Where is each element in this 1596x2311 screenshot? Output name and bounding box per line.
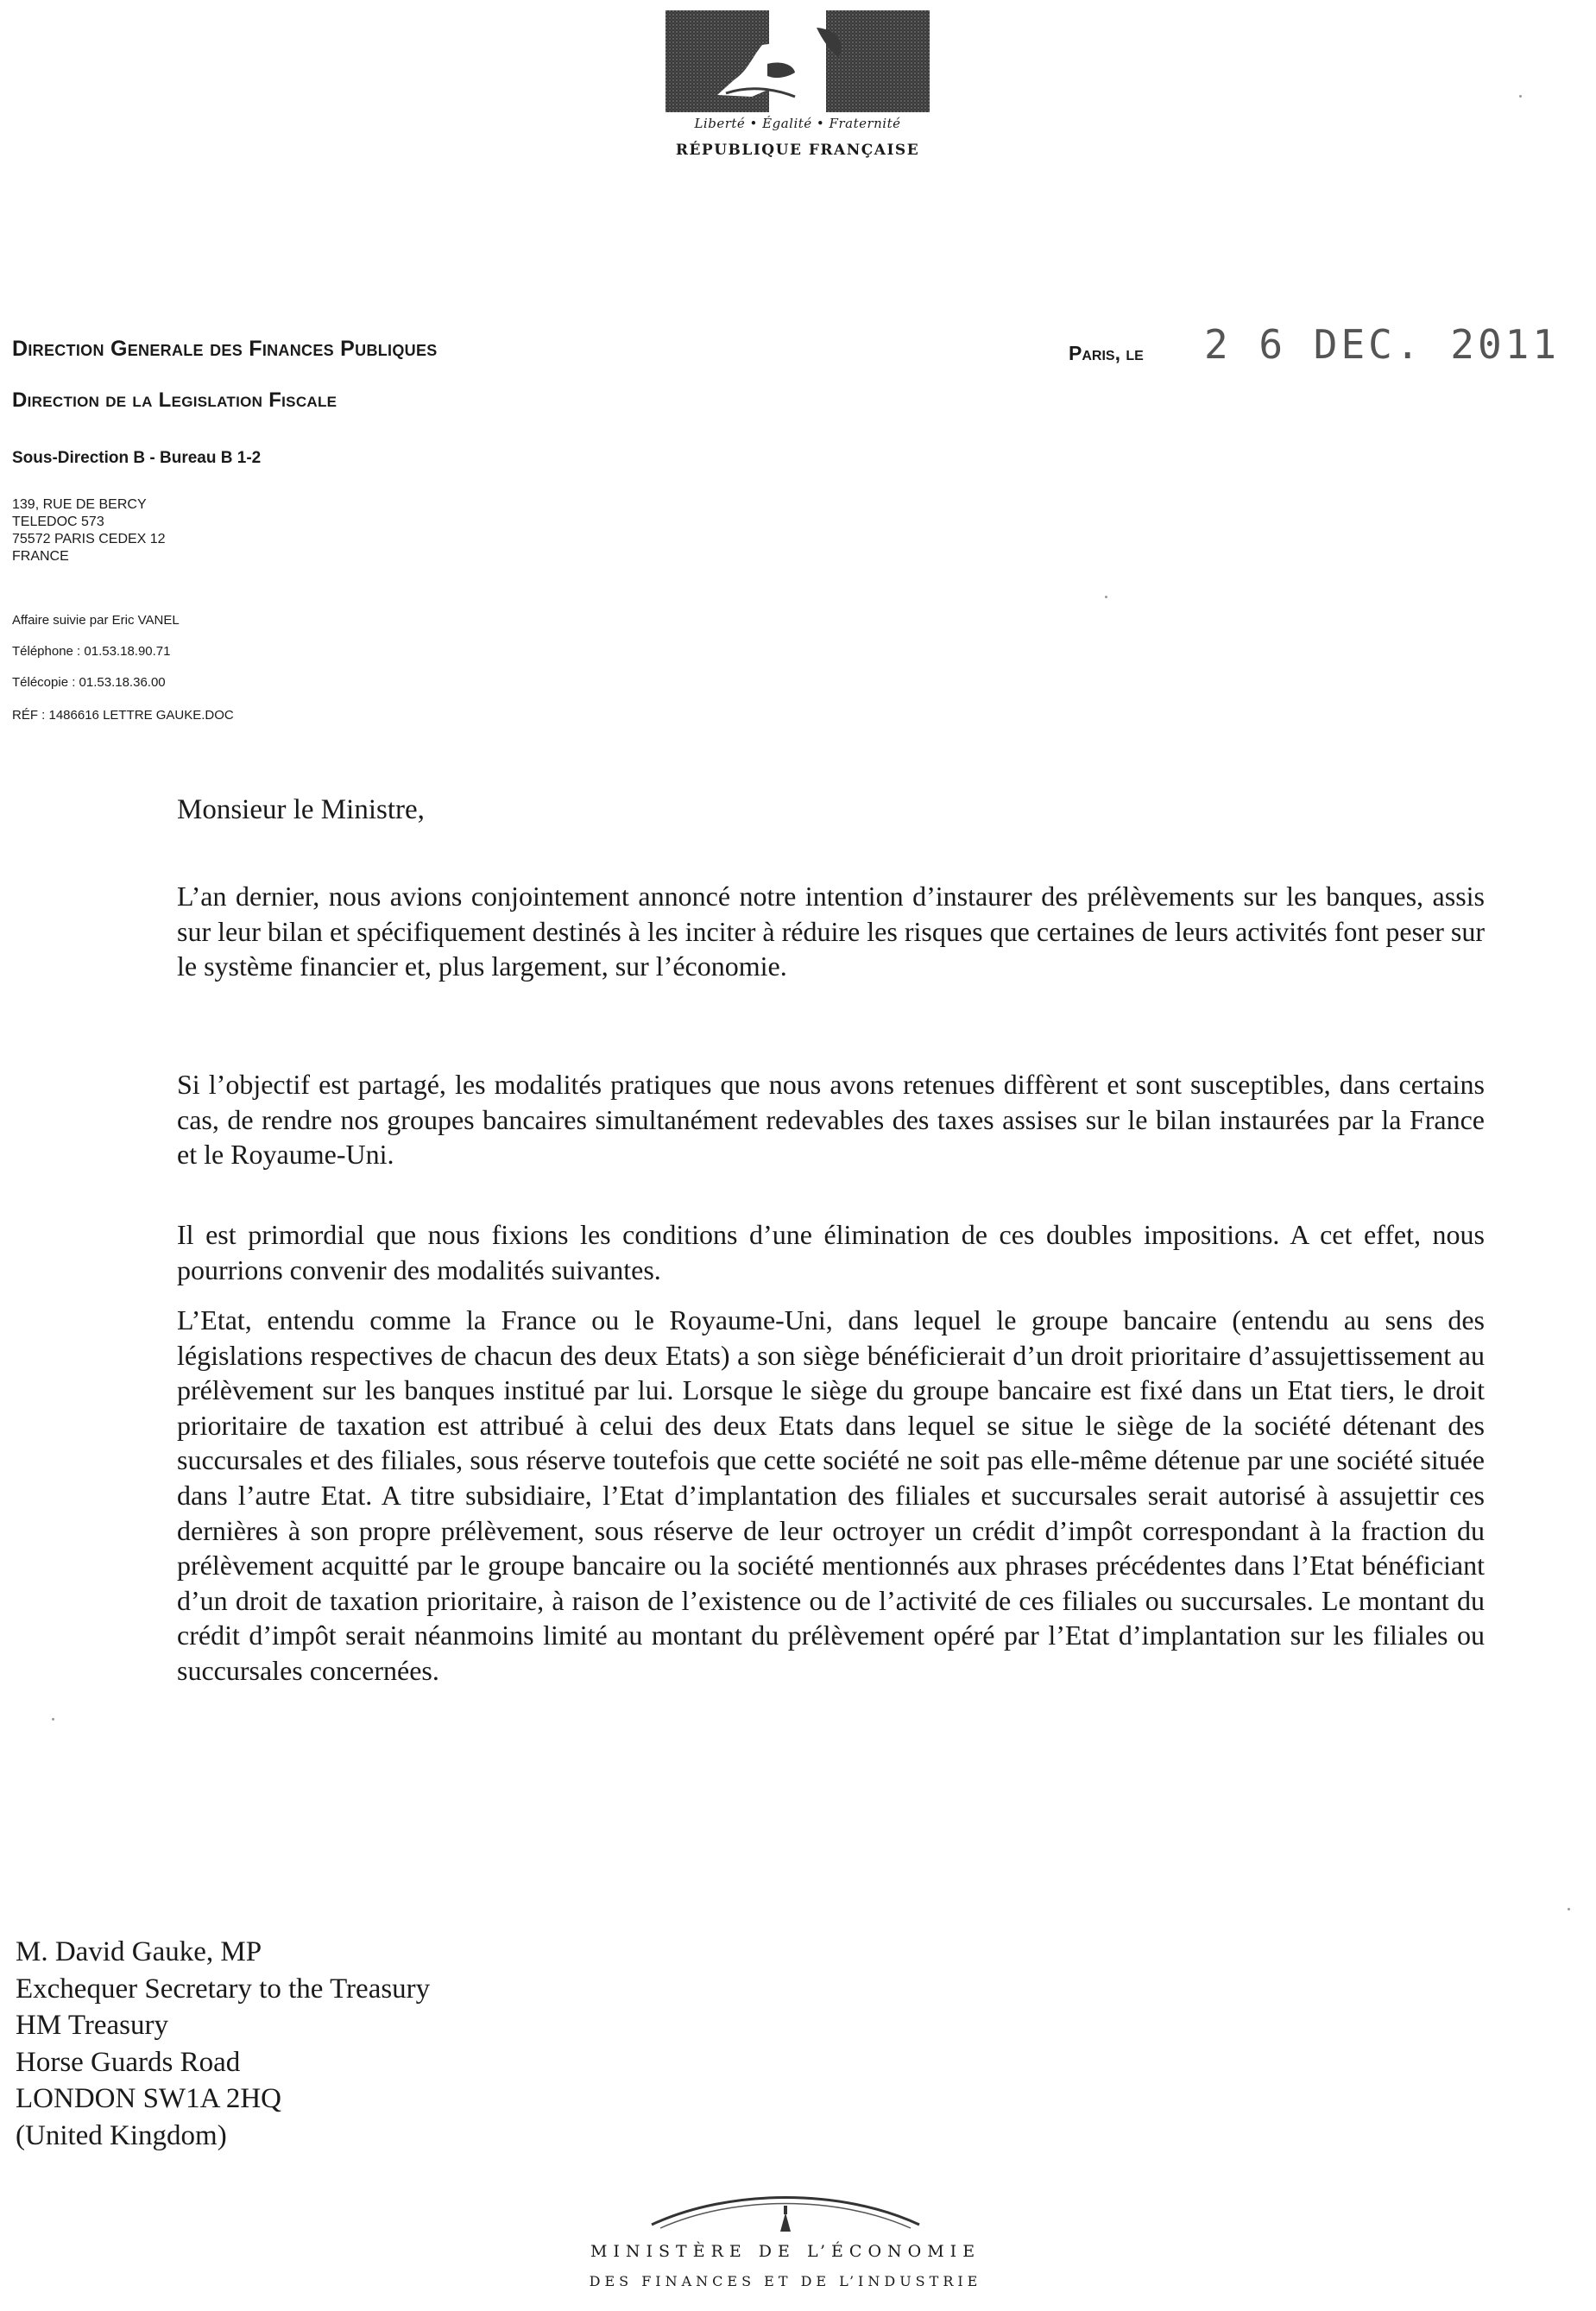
recipient-line: M. David Gauke, MP (16, 1936, 262, 1967)
telephone: Téléphone : 01.53.18.90.71 (12, 644, 171, 659)
recipient-address (16, 1934, 430, 2154)
reference: RÉF : 1486616 LETTRE GAUKE.DOC (12, 708, 234, 723)
marianne-emblem-icon (666, 10, 930, 112)
date-place: Paris, le (1069, 342, 1144, 364)
republic-name: RÉPUBLIQUE FRANÇAISE (675, 142, 920, 159)
direction-legislation: Direction de la Legislation Fiscale (12, 388, 337, 412)
scan-speck (52, 1718, 54, 1721)
ministry-arc-icon (634, 2171, 937, 2240)
affaire-suivie: Affaire suivie par Eric VANEL (12, 613, 180, 628)
recipient-line: Exchequer Secretary to the Treasury (16, 1973, 431, 2005)
paragraph: Il est primordial que nous fixions les conditions d’une élimination de ces doubles impositions. A cet effet, nous pourrions convenir des modalités suivantes. (177, 1219, 1485, 1285)
recipient-line: (United Kingdom) (16, 2119, 227, 2151)
marianne-logo (666, 10, 930, 167)
direction-generale: Direction Generale des Finances Publiques (12, 337, 438, 361)
paragraph: Si l’objectif est partagé, les modalités pratiques que nous avons retenues diffèrent et sont susceptibles, dans certains cas, de rendre nos groupes bancaires simultanément redevables des taxes assises sur le bilan instaurées par la France et le Royaume-Uni. (177, 1069, 1485, 1171)
paragraph: L’an dernier, nous avions conjointement annoncé notre intention d’instaurer des prélèvements sur les banques, assis sur leur bilan et spécifiquement destinés à les inciter à réduire les risques que certaines de leurs activités font peser sur le système financier et, plus largement, sur l’économie. (177, 881, 1485, 982)
recipient-line: HM Treasury (16, 2010, 168, 2041)
salutation: Monsieur le Ministre, (177, 794, 425, 825)
address-line: TELEDOC 573 (12, 515, 104, 529)
date-stamp: 2 6 DEC. 2011 (1204, 321, 1561, 368)
scan-speck (1105, 596, 1107, 598)
ministry-line-1: MINISTÈRE DE L’ÉCONOMIE (590, 2242, 981, 2261)
sender-address (12, 496, 166, 565)
republic-motto: Liberté • Égalité • Fraternité (694, 116, 901, 131)
sous-direction: Sous-Direction B - Bureau B 1-2 (12, 449, 262, 467)
address-line: FRANCE (12, 549, 69, 564)
recipient-line: LONDON SW1A 2HQ (16, 2083, 281, 2114)
scan-speck (1568, 1908, 1570, 1910)
telecopie: Télécopie : 01.53.18.36.00 (12, 675, 166, 690)
paragraph: L’Etat, entendu comme la France ou le Royaume-Uni, dans lequel le groupe bancaire (entendu au sens des législations respectives de chacun des deux Etats) a son siège bénéficierait d’un droit prioritaire d’assujettissement au prélèvement sur les banques institué par lui. Lorsque le siège du groupe bancaire est fixé dans un Etat tiers, le droit prioritaire de taxation est attribué à celui des deux Etats dans lequel se situe le siège de la société détenant des succursales et des filiales, sous réserve toutefois que cette société ne soit pas elle-même détenue par une société située dans l’autre Etat. A titre subsidiaire, l’Etat d’implantation des filiales et succursales serait autorisé à assujettir ces dernières à son propre prélèvement, sous réserve de leur octroyer un crédit d’impôt correspondant à la fraction du prélèvement acquitté par le groupe bancaire ou la société mentionnés aux phrases précédentes dans l’Etat bénéficiant d’un droit de taxation prioritaire, à raison de l’existence ou de l’activité de ces filiales ou succursales. Le montant du crédit d’impôt serait néanmoins limité au montant du prélèvement opéré par l’Etat d’implantation sur les filiales ou succursales concernées. (177, 1304, 1485, 1686)
scan-speck (1519, 95, 1522, 98)
recipient-line: Horse Guards Road (16, 2046, 241, 2078)
ministry-footer (483, 2171, 1088, 2309)
address-line: 75572 PARIS CEDEX 12 (12, 532, 166, 546)
address-line: 139, RUE DE BERCY (12, 497, 147, 512)
ministry-line-2: DES FINANCES ET DE L’INDUSTRIE (589, 2273, 982, 2289)
